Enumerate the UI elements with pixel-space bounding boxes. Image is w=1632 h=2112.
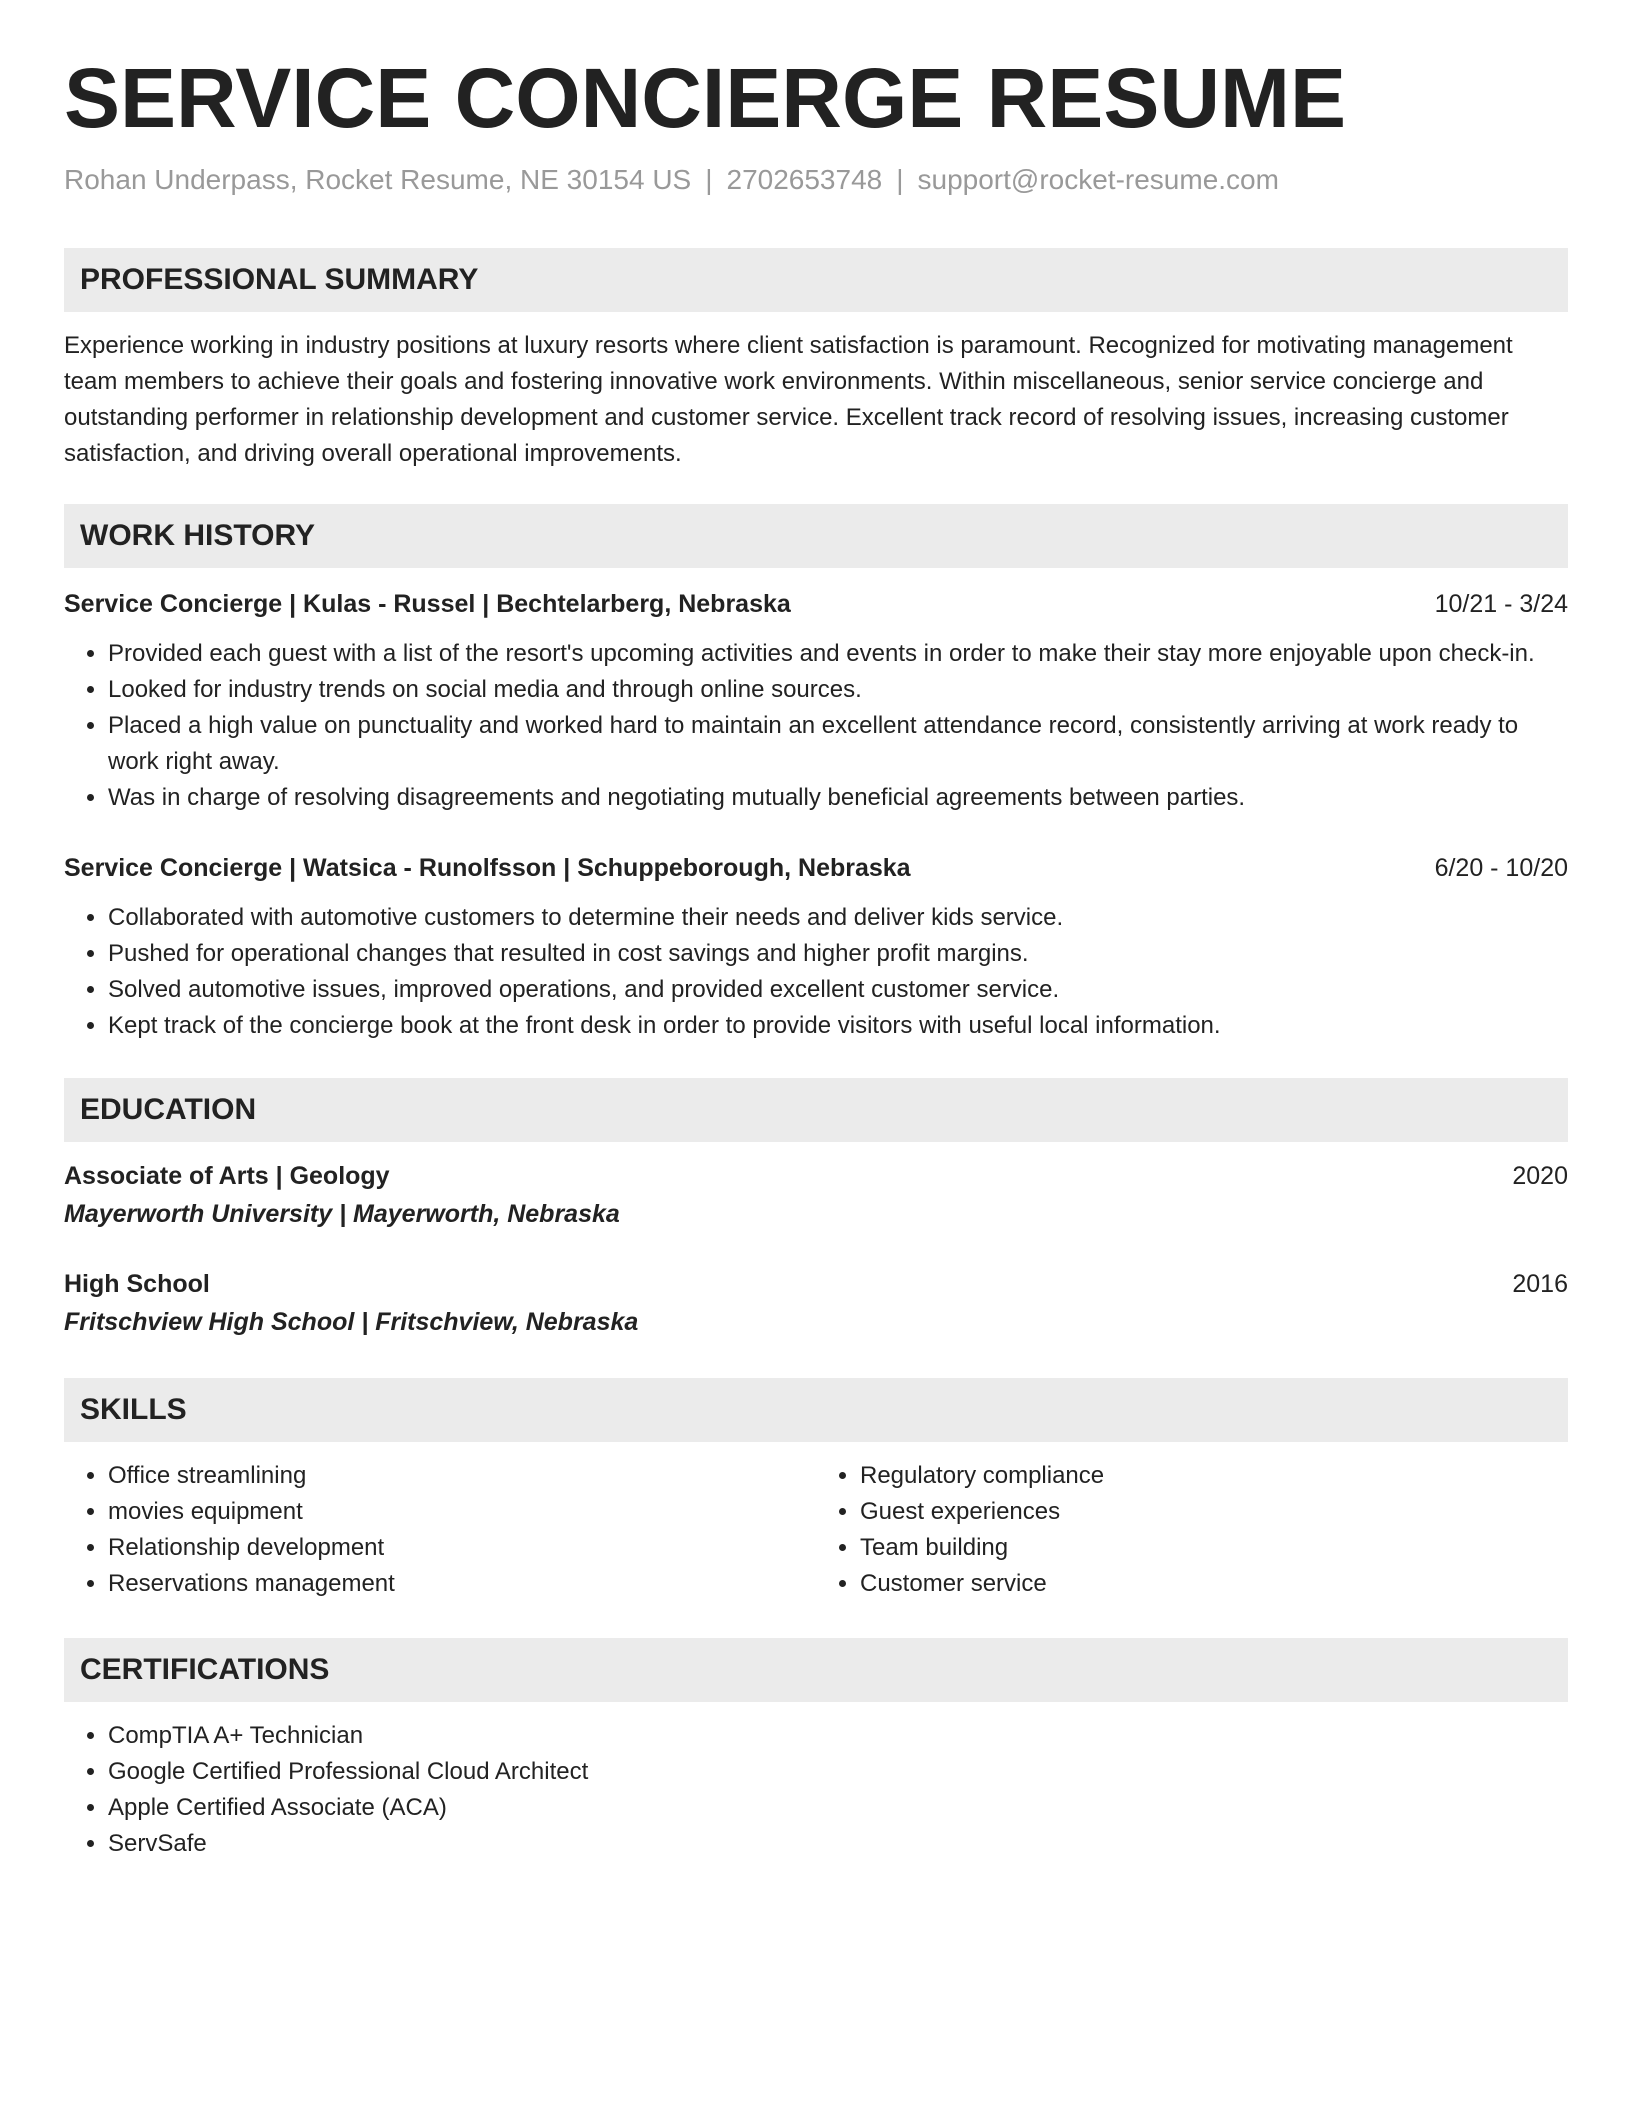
contact-phone: 2702653748: [726, 164, 883, 195]
certification-item: • CompTIA A+ Technician: [108, 1718, 1568, 1754]
section-heading-certifications: CERTIFICATIONS: [64, 1638, 1568, 1702]
certification-item: • Google Certified Professional Cloud Architect: [108, 1754, 1568, 1790]
degree: Associate of Arts | Geology: [64, 1162, 390, 1190]
job-entry: [64, 586, 1568, 816]
education-header: [64, 1158, 1568, 1194]
section-heading-skills: SKILLS: [64, 1378, 1568, 1442]
job-dates: 10/21 - 3/24: [1434, 590, 1568, 618]
job-bullets: [64, 900, 1568, 1044]
skill-item: • Team building: [860, 1530, 1568, 1566]
job-bullet: • Kept track of the concierge book at the front desk in order to provide visitors with useful local information.: [108, 1008, 1568, 1044]
contact-separator: |: [896, 164, 904, 195]
certifications-list: [64, 1718, 1568, 1862]
job-title: Service Concierge | Watsica - Runolfsson | Schuppeborough, Nebraska: [64, 854, 911, 882]
skills-columns: [64, 1458, 1568, 1602]
school-name: Fritschview High School | Fritschview, Nebraska: [64, 1308, 639, 1336]
work-history-section: [64, 504, 1568, 1044]
contact-separator: |: [705, 164, 713, 195]
skill-item: • movies equipment: [108, 1494, 816, 1530]
job-bullets: [64, 636, 1568, 816]
education-entry: [64, 1266, 1568, 1340]
skill-item: • Regulatory compliance: [860, 1458, 1568, 1494]
skill-item: • Office streamlining: [108, 1458, 816, 1494]
job-header: [64, 850, 1568, 886]
degree: High School: [64, 1270, 210, 1298]
section-heading-work: WORK HISTORY: [64, 504, 1568, 568]
skill-item: • Relationship development: [108, 1530, 816, 1566]
graduation-year: 2016: [1512, 1270, 1568, 1298]
certifications-section: [64, 1638, 1568, 1862]
school-name: Mayerworth University | Mayerworth, Nebraska: [64, 1200, 620, 1228]
contact-line: [64, 162, 1568, 198]
skills-list-right: [816, 1458, 1568, 1602]
summary-text: Experience working in industry positions at luxury resorts where client satisfaction is paramount. Recognized for motivating management team members to achieve their goals and fostering innovative work environments. Within miscellaneous, senior service concierge and outstanding performer in relationship development and customer service. Excellent track record of resolving issues, increasing customer satisfaction, and driving overall operational improvements.: [64, 332, 1513, 467]
job-title: Service Concierge | Kulas - Russel | Bechtelarberg, Nebraska: [64, 590, 791, 618]
job-bullet: • Collaborated with automotive customers to determine their needs and deliver kids service.: [108, 900, 1568, 936]
section-heading-summary: PROFESSIONAL SUMMARY: [64, 248, 1568, 312]
education-entry: [64, 1158, 1568, 1232]
resume-title: SERVICE CONCIERGE RESUME: [64, 51, 1347, 145]
skills-list-left: [64, 1458, 816, 1602]
job-entry: [64, 850, 1568, 1044]
education-section: [64, 1078, 1568, 1340]
certification-item: • Apple Certified Associate (ACA): [108, 1790, 1568, 1826]
skill-item: • Customer service: [860, 1566, 1568, 1602]
graduation-year: 2020: [1512, 1162, 1568, 1190]
skills-section: [64, 1378, 1568, 1602]
job-bullet: • Provided each guest with a list of the resort's upcoming activities and events in order to make their stay more enjoyable upon check-in.: [108, 636, 1568, 672]
skill-item: • Guest experiences: [860, 1494, 1568, 1530]
job-dates: 6/20 - 10/20: [1434, 854, 1568, 882]
job-header: [64, 586, 1568, 622]
job-bullet: • Pushed for operational changes that resulted in cost savings and higher profit margins.: [108, 936, 1568, 972]
section-heading-education: EDUCATION: [64, 1078, 1568, 1142]
job-bullet: • Looked for industry trends on social media and through online sources.: [108, 672, 1568, 708]
education-header: [64, 1266, 1568, 1302]
job-bullet: • Was in charge of resolving disagreements and negotiating mutually beneficial agreements between parties.: [108, 780, 1568, 816]
skill-item: • Reservations management: [108, 1566, 816, 1602]
professional-summary-section: [64, 248, 1568, 472]
job-bullet: • Placed a high value on punctuality and worked hard to maintain an excellent attendance record, consistently arriving at work ready to work right away.: [108, 708, 1568, 780]
contact-email: support@rocket-resume.com: [917, 164, 1279, 195]
certification-item: • ServSafe: [108, 1826, 1568, 1862]
job-bullet: • Solved automotive issues, improved operations, and provided excellent customer service.: [108, 972, 1568, 1008]
contact-address: Rohan Underpass, Rocket Resume, NE 30154 US: [64, 164, 692, 195]
